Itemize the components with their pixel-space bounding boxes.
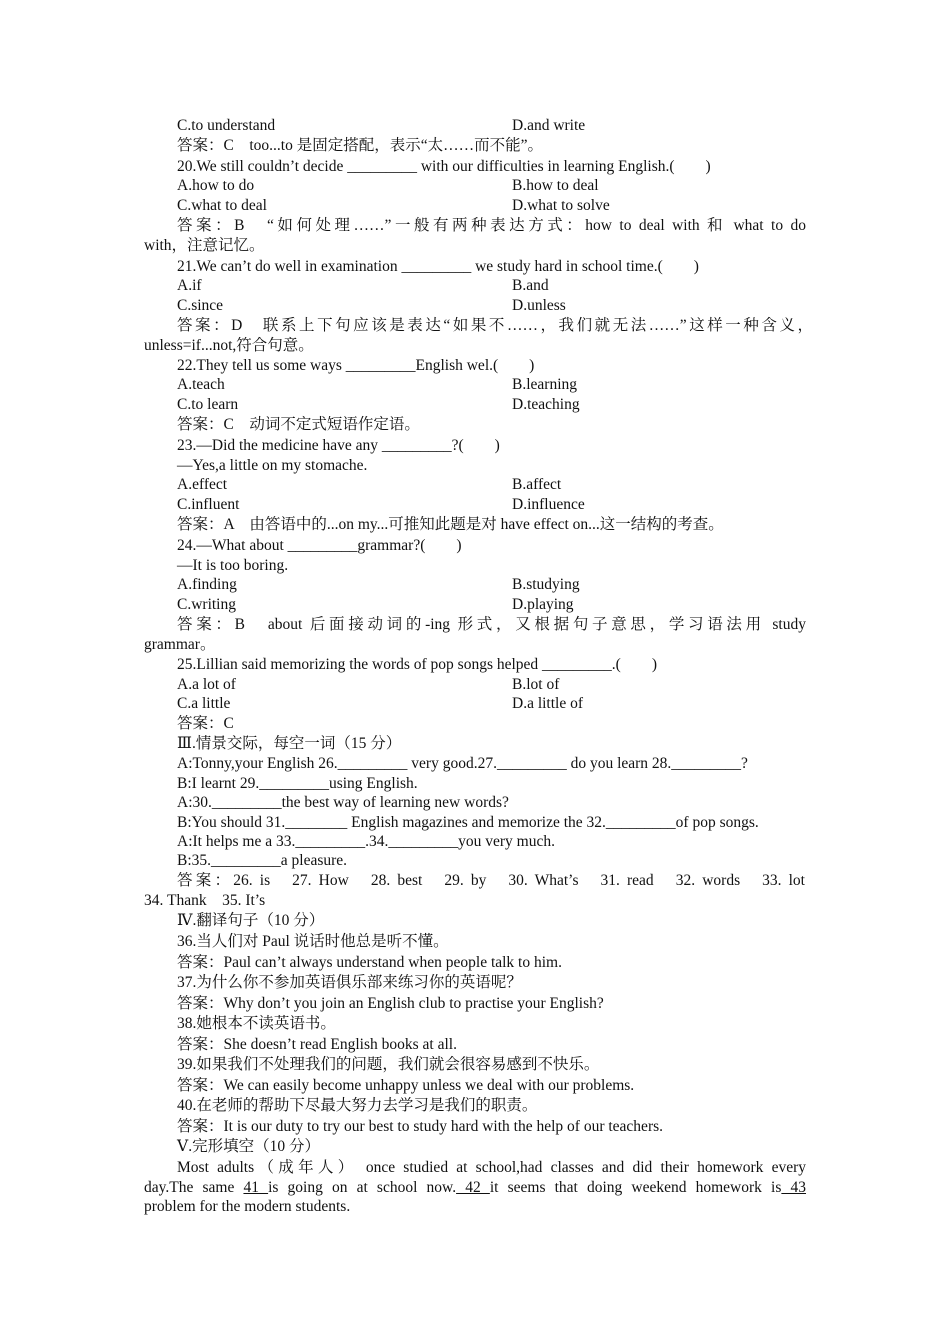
option-c: C.what to deal [177, 197, 267, 214]
cloze-blank-42: 42 [456, 1179, 490, 1196]
option-b: B.lot of [512, 676, 560, 693]
answer-38: 答案：She doesn’t read English books at all. [177, 1036, 457, 1053]
translate-question-36: 36.当人们对 Paul 说话时他总是听不懂。 [177, 933, 449, 950]
option-c: C.to understand [177, 117, 276, 134]
translate-question-37: 37.为什么你不参加英语俱乐部来练习你的英语呢？ [177, 974, 522, 991]
translate-question-38: 38.她根本不读英语书。 [177, 1015, 336, 1032]
answer-20-cont: with，注意记忆。 [144, 237, 265, 254]
option-d: D.and write [512, 117, 586, 134]
option-b: B.and [512, 277, 549, 294]
question-22: 22.They tell us some ways _________English wel.( ) [177, 357, 535, 374]
option-a: A.a lot of [177, 676, 236, 693]
cloze-passage-line: Most adults（成年人） once studied at school,had classes and did their homework every [177, 1159, 806, 1176]
dialogue-line: A:Tonny,your English 26._________ very good.27._________ do you learn 28._________? [177, 755, 748, 772]
option-c: C.a little [177, 695, 231, 712]
answer-21-cont: unless=if...not,符合句意。 [144, 337, 314, 354]
question-24: 24.—What about _________grammar?( ) [177, 537, 462, 554]
translate-question-39: 39.如果我们不处理我们的问题，我们就会很容易感到不快乐。 [177, 1056, 600, 1073]
question-25: 25.Lillian said memorizing the words of pop songs helped _________.( ) [177, 656, 658, 673]
question-23: 23.—Did the medicine have any _________?( ) [177, 437, 500, 454]
answer-25: 答案：C [177, 715, 234, 732]
question-24-reply: —It is too boring. [177, 557, 289, 574]
answer-21: 答案：D 联系上下句应该是表达“如果不……，我们就无法……”这样一种含义， [177, 317, 813, 334]
option-d: D.playing [512, 596, 574, 613]
section-5-heading: Ⅴ.完形填空（10 分） [177, 1138, 320, 1155]
option-d: D.a little of [512, 695, 584, 712]
dialogue-line: B:35._________a pleasure. [177, 852, 348, 869]
option-a: A.finding [177, 576, 237, 593]
option-a: A.effect [177, 476, 228, 493]
answer-36: 答案：Paul can’t always understand when people talk to him. [177, 954, 562, 971]
cloze-passage-line [144, 1178, 806, 1198]
cloze-text: it seems that doing weekend homework is [489, 1179, 782, 1196]
dialogue-line: A:It helps me a 33._________.34._________you very much. [177, 833, 555, 850]
answer-24-cont: grammar。 [144, 636, 216, 653]
cloze-blank-43: 43 [781, 1179, 807, 1196]
cloze-text: is going on at school now. [268, 1179, 457, 1196]
translate-question-40: 40.在老师的帮助下尽最大努力去学习是我们的职责。 [177, 1097, 538, 1114]
answer-section-3: 答案：26. is 27. How 28. best 29. by 30. What’s 31. read 32. words 33. lot [177, 872, 805, 889]
answer-40: 答案：It is our duty to try our best to study hard with the help of our teachers. [177, 1118, 664, 1135]
cloze-blank-41: 41 [243, 1179, 269, 1196]
option-c: C.since [177, 297, 224, 314]
section-3-heading: Ⅲ.情景交际，每空一词（15 分） [177, 735, 402, 752]
option-d: D.influence [512, 496, 585, 513]
question-21: 21.We can’t do well in examination _________ we study hard in school time.( ) [177, 258, 699, 275]
option-d: D.teaching [512, 396, 580, 413]
option-a: A.if [177, 277, 202, 294]
cloze-text: day.The same [144, 1179, 244, 1196]
question-20: 20.We still couldn’t decide _________ with our difficulties in learning English.( ) [177, 158, 711, 175]
answer-20: 答案：B “如何处理……”一般有两种表达方式：how to deal with 和 what to do [177, 217, 806, 234]
option-d: D.unless [512, 297, 566, 314]
section-4-heading: Ⅳ.翻译句子（10 分） [177, 912, 325, 929]
answer-24: 答案：B about 后面接动词的-ing 形式，又根据句子意思，学习语法用 study [177, 616, 806, 633]
dialogue-line: B:You should 31.________ English magazines and memorize the 32._________of pop songs. [177, 814, 759, 831]
question-23-reply: —Yes,a little on my stomache. [177, 457, 368, 474]
option-b: B.how to deal [512, 177, 599, 194]
dialogue-line: B:I learnt 29._________using English. [177, 775, 418, 792]
cloze-passage-line: problem for the modern students. [144, 1198, 351, 1215]
option-c: C.to learn [177, 396, 239, 413]
option-b: B.learning [512, 376, 577, 393]
option-a: A.teach [177, 376, 225, 393]
answer-37: 答案：Why don’t you join an English club to practise your English? [177, 995, 604, 1012]
answer-39: 答案：We can easily become unhappy unless we deal with our problems. [177, 1077, 635, 1094]
dialogue-line: A:30._________the best way of learning new words? [177, 794, 509, 811]
answer-23: 答案：A 由答语中的...on my...可推知此题是对 have effect on...这一结构的考查。 [177, 516, 724, 533]
answer-section-3-cont: 34. Thank 35. It’s [144, 892, 266, 909]
option-b: B.studying [512, 576, 580, 593]
option-d: D.what to solve [512, 197, 610, 214]
option-a: A.how to do [177, 177, 255, 194]
option-b: B.affect [512, 476, 562, 493]
option-c: C.influent [177, 496, 240, 513]
answer-19: 答案：C too...to 是固定搭配，表示“太……而不能”。 [177, 137, 543, 154]
option-c: C.writing [177, 596, 236, 613]
answer-22: 答案：C 动词不定式短语作定语。 [177, 416, 420, 433]
